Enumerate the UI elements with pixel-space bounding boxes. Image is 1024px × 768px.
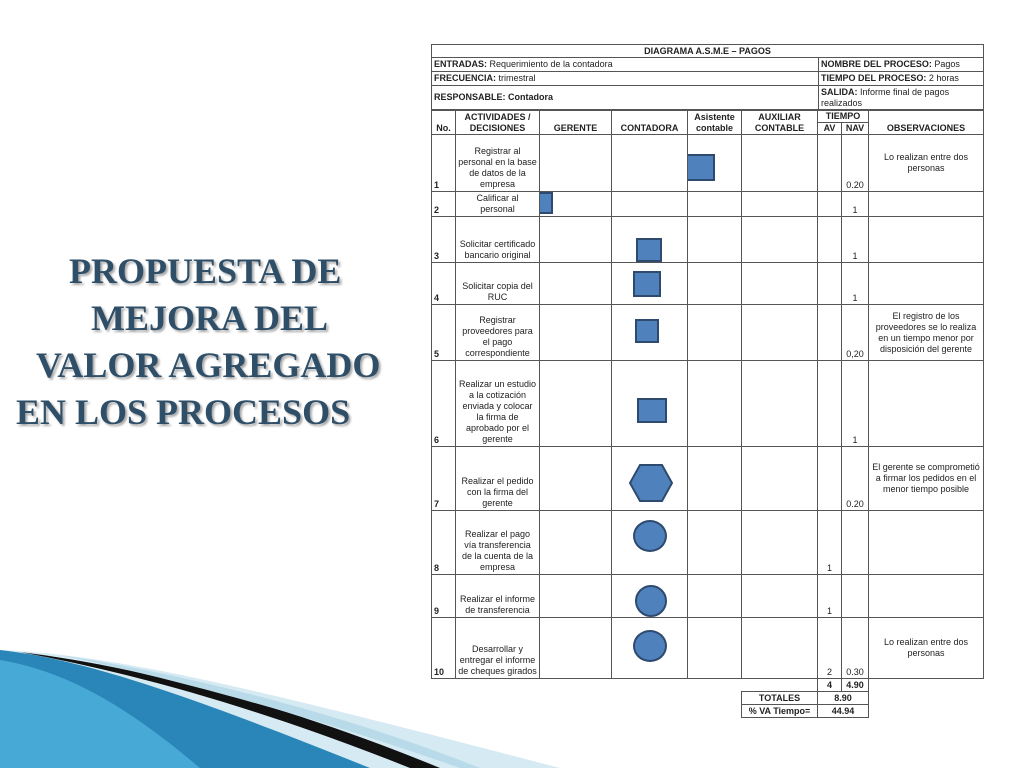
nav-value: 0.30 (842, 618, 869, 679)
av-value (818, 305, 842, 361)
nav-value: 1 (842, 192, 869, 217)
table-title: DIAGRAMA A.S.M.E – PAGOS (432, 45, 984, 58)
operation-square-symbol (633, 271, 661, 297)
av-value: 1 (818, 511, 842, 575)
totales-value: 8.90 (818, 692, 869, 705)
header-auxiliar: AUXILIAR CONTABLE (742, 111, 818, 135)
responsable-cell: RESPONSABLE: Contadora (432, 86, 819, 110)
table-row (432, 361, 984, 447)
av-value (818, 192, 842, 217)
row-number: 7 (432, 447, 456, 511)
observation-cell: Lo realizan entre dos personas (869, 618, 984, 679)
table-row (432, 618, 984, 679)
observation-cell: Lo realizan entre dos personas (869, 135, 984, 192)
activity-cell: Solicitar copia del RUC (456, 263, 540, 305)
row-number: 2 (432, 192, 456, 217)
nav-value (842, 511, 869, 575)
table-row (432, 217, 984, 263)
observation-cell (869, 192, 984, 217)
activity-cell: Solicitar certificado bancario original (456, 217, 540, 263)
observation-cell (869, 263, 984, 305)
observation-cell (869, 575, 984, 618)
activity-cell: Realizar un estudio a la cotización enviada y colocar la firma de aprobado por el gerente (456, 361, 540, 447)
activity-cell: Registrar al personal en la base de datos de la empresa (456, 135, 540, 192)
av-value: 2 (818, 618, 842, 679)
observation-cell: El registro de los proveedores se lo realiza en un tiempo menor por disposición del gerente (869, 305, 984, 361)
row-number: 3 (432, 217, 456, 263)
totals-row (432, 692, 984, 705)
activity-cell: Realizar el pedido con la firma del gerente (456, 447, 540, 511)
table-row (432, 192, 984, 217)
activity-cell: Desarrollar y entregar el informe de cheques girados (456, 618, 540, 679)
sum-av: 4 (818, 679, 842, 692)
header-nav: NAV (842, 123, 869, 135)
row-number: 8 (432, 511, 456, 575)
av-value (818, 361, 842, 447)
title-line: EN LOS PROCESOS (16, 392, 351, 432)
activity-cell: Realizar el pago vía transferencia de la cuenta de la empresa (456, 511, 540, 575)
table-row (432, 305, 984, 361)
header-av: AV (818, 123, 842, 135)
operation-square-symbol (636, 238, 662, 262)
row-number: 10 (432, 618, 456, 679)
title-line: MEJORA DEL (91, 298, 329, 338)
header-no: No. (432, 111, 456, 135)
header-contadora: CONTADORA (612, 111, 688, 135)
av-value: 1 (818, 575, 842, 618)
sum-nav: 4.90 (842, 679, 869, 692)
header-tiempo: TIEMPO (818, 111, 869, 123)
observation-cell: El gerente se comprometió a firmar los pedidos en el menor tiempo posible (869, 447, 984, 511)
operation-square-symbol (540, 192, 554, 214)
row-number: 1 (432, 135, 456, 192)
nombre-proceso-cell: NOMBRE DEL PROCESO: Pagos (819, 58, 984, 72)
frecuencia-cell: FRECUENCIA: trimestral (432, 72, 819, 86)
av-value (818, 263, 842, 305)
va-row (432, 705, 984, 718)
sum-row (432, 679, 984, 692)
activity-cell: Realizar el informe de transferencia (456, 575, 540, 618)
header-observaciones: OBSERVACIONES (869, 111, 984, 135)
av-value (818, 217, 842, 263)
nav-value (842, 575, 869, 618)
table-row (432, 135, 984, 192)
circle-symbol (633, 630, 667, 662)
table-row (432, 263, 984, 305)
nav-value: 0,20 (842, 305, 869, 361)
header-actividades: ACTIVIDADES / DECISIONES (456, 111, 540, 135)
table-row (432, 575, 984, 618)
nav-value: 0.20 (842, 447, 869, 511)
table-header (431, 44, 984, 110)
activity-cell: Registrar proveedores para el pago correspondiente (456, 305, 540, 361)
circle-symbol (633, 520, 667, 552)
nav-value: 1 (842, 263, 869, 305)
table-row (432, 447, 984, 511)
salida-cell: SALIDA: Informe final de pagos realizados (819, 86, 984, 110)
entradas-cell: ENTRADAS: Requerimiento de la contadora (432, 58, 819, 72)
av-value (818, 447, 842, 511)
header-gerente: GERENTE (540, 111, 612, 135)
va-tiempo-label: % VA Tiempo= (742, 705, 818, 718)
observation-cell (869, 217, 984, 263)
title-line: PROPUESTA DE (69, 251, 342, 291)
header-asistente: Asistente contable (688, 111, 742, 135)
row-number: 9 (432, 575, 456, 618)
circle-symbol (635, 585, 667, 617)
table-row (432, 511, 984, 575)
tiempo-proceso-cell: TIEMPO DEL PROCESO: 2 horas (819, 72, 984, 86)
va-tiempo-value: 44.94 (818, 705, 869, 718)
nav-value: 0.20 (842, 135, 869, 192)
hexagon-symbol (629, 464, 673, 502)
activity-cell: Calificar al personal (456, 192, 540, 217)
totales-label: TOTALES (742, 692, 818, 705)
operation-square-symbol (635, 319, 659, 343)
activities-grid (431, 110, 984, 718)
row-number: 4 (432, 263, 456, 305)
row-number: 6 (432, 361, 456, 447)
observation-cell (869, 511, 984, 575)
observation-cell (869, 361, 984, 447)
title-line: VALOR AGREGADO (36, 345, 381, 385)
nav-value: 1 (842, 217, 869, 263)
operation-square-symbol (637, 398, 667, 423)
av-value (818, 135, 842, 192)
row-number: 5 (432, 305, 456, 361)
operation-square-symbol (688, 154, 716, 181)
asme-diagram-table (431, 44, 983, 718)
nav-value: 1 (842, 361, 869, 447)
